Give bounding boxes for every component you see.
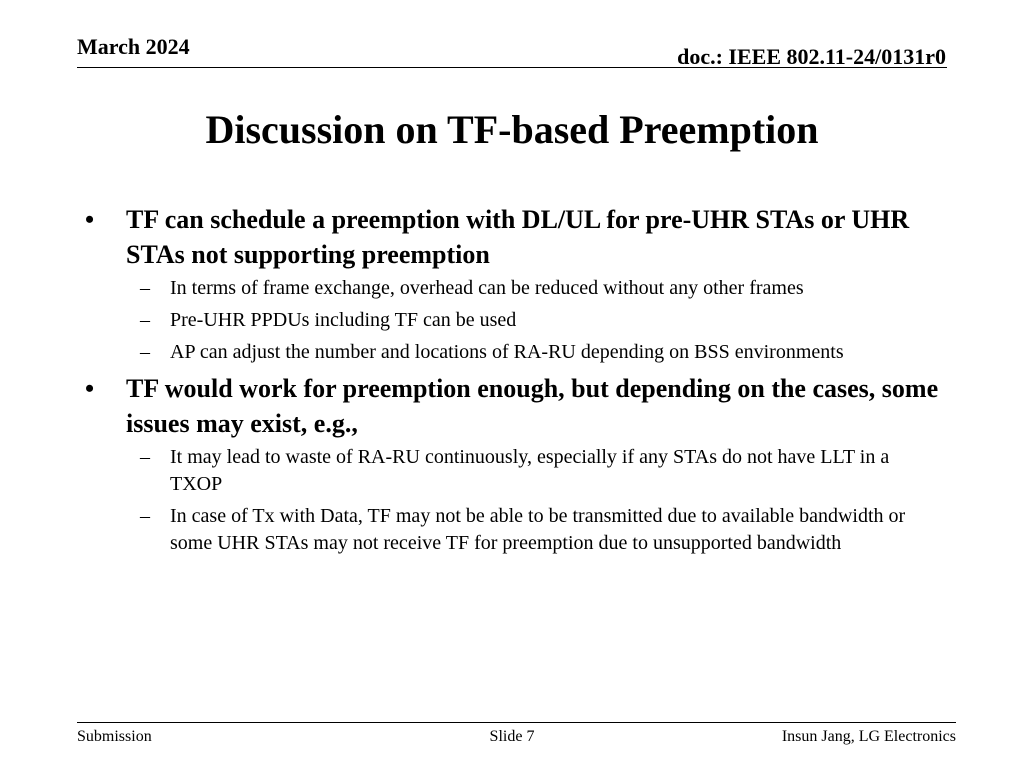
sub-bullet-text: AP can adjust the number and locations of RA-RU depending on BSS environments [170,341,844,363]
footer-submission: Submission [77,728,152,745]
sub-bullet-item [82,503,942,557]
sub-bullet-text: In case of Tx with Data, TF may not be able to be transmitted due to available bandwidth or some UHR STAs may not receive TF for preemption due to unsupported bandwidth [170,505,906,554]
dash-icon: – [140,505,150,527]
bullet-item [82,371,942,441]
bullet-text: TF can schedule a preemption with DL/UL for pre-UHR STAs or UHR STAs not supporting preemption [126,205,910,269]
header-doc-id: doc.: IEEE 802.11-24/0131r0 [677,44,946,69]
footer-slide-number: Slide 7 [489,728,535,745]
bullet-text: TF would work for preemption enough, but depending on the cases, some issues may exist, e.g., [126,374,939,438]
bullet-item [82,202,942,272]
sub-bullet-text: Pre-UHR PPDUs including TF can be used [170,309,517,331]
slide-content [82,202,942,562]
sub-bullet-item [82,444,942,498]
dash-icon: – [140,341,150,363]
bullet-dot-icon: • [85,374,95,403]
sub-bullet-text: In terms of frame exchange, overhead can be reduced without any other frames [170,277,804,299]
dash-icon: – [140,309,150,331]
sub-bullet-text: It may lead to waste of RA-RU continuously, especially if any STAs do not have LLT in a TXOP [170,446,890,495]
header-date: March 2024 [77,34,190,59]
dash-icon: – [140,446,150,468]
footer-divider [77,722,956,723]
header-divider [77,67,947,68]
sub-bullet-item [82,339,942,366]
slide-title: Discussion on TF-based Preemption [205,107,819,152]
dash-icon: – [140,277,150,299]
footer-author: Insun Jang, LG Electronics [781,728,956,745]
sub-bullet-list [82,275,942,366]
sub-bullet-list [82,444,942,557]
sub-bullet-item [82,307,942,334]
sub-bullet-item [82,275,942,302]
bullet-dot-icon: • [85,205,95,234]
